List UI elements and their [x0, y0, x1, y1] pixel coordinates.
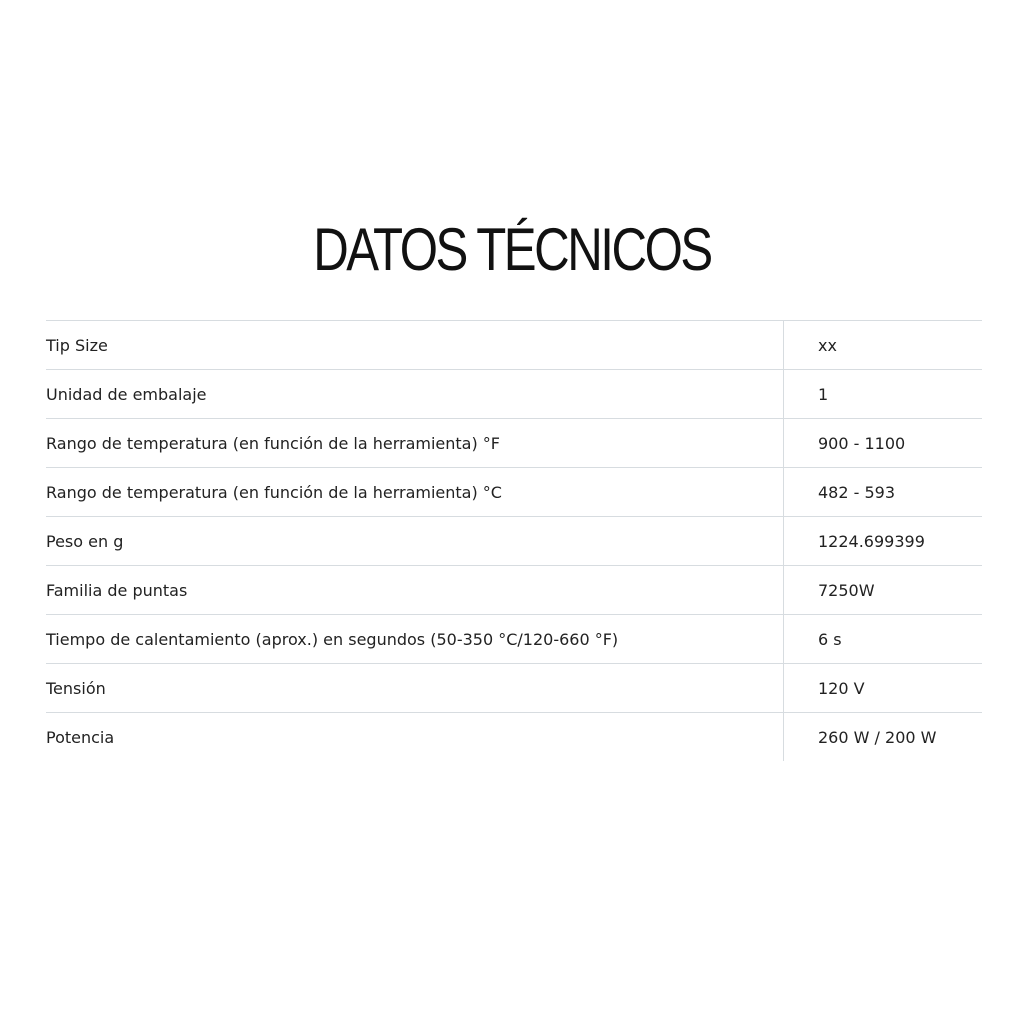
spec-value: xx [784, 321, 983, 370]
table-row [46, 468, 982, 517]
table-row [46, 615, 982, 664]
spec-value: 1224.699399 [784, 517, 983, 566]
page-title: DATOS TÉCNICOS [313, 216, 711, 283]
table-row [46, 419, 982, 468]
table-row [46, 713, 982, 762]
table-row [46, 566, 982, 615]
spec-value: 260 W / 200 W [818, 727, 937, 747]
spec-value: 1 [784, 370, 983, 419]
spec-value: 482 - 593 [784, 468, 983, 517]
spec-label: Tiempo de calentamiento (aprox.) en segundos (50-350 °C/120-660 °F) [46, 615, 784, 664]
table-row [46, 370, 982, 419]
table-row [46, 517, 982, 566]
spec-label: Rango de temperatura (en función de la herramienta) °C [46, 468, 784, 517]
spec-value: 120 V [784, 664, 983, 713]
spec-value: 6 s [784, 615, 983, 664]
spec-value: 900 - 1100 [784, 419, 983, 468]
spec-label: Peso en g [46, 517, 784, 566]
spec-label: Rango de temperatura (en función de la herramienta) °F [46, 419, 784, 468]
spec-label: Familia de puntas [46, 566, 784, 615]
table-row [46, 321, 982, 370]
spec-label: Tip Size [46, 321, 784, 370]
spec-label: Tensión [46, 664, 784, 713]
table-row [46, 664, 982, 713]
spec-value: 7250W [784, 566, 983, 615]
spec-label: Unidad de embalaje [46, 370, 784, 419]
technical-data-table [46, 320, 982, 761]
spec-label: Potencia [46, 713, 784, 762]
